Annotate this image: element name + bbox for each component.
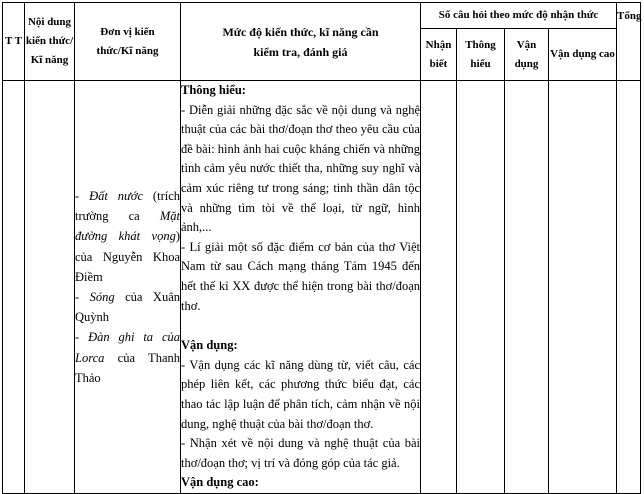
total-cell [617, 81, 641, 494]
description-item: - Vận dụng các kĩ năng dùng từ, viết câu, các phép liên kết, các phương thức biểu đạt, các thao tác lập luận để phân tích, cảm nhận về nội dung, nghệ thuật của bài thơ/đoạn thơ. [181, 357, 420, 431]
level-comprehension-header: Thông hiểu [457, 29, 505, 81]
unit-item: - Đất nước (trích trường ca Mặt đường khát vọng) của Nguyễn Khoa Điềm [75, 188, 181, 284]
content-row [3, 81, 641, 494]
assessment-matrix-table [2, 2, 641, 494]
application-heading: Vận dụng: [181, 338, 238, 353]
level-description-header: Mức độ kiến thức, kĩ năng cần kiểm tra, đánh giá [181, 3, 421, 81]
topic-header: Nội dung kiến thức/ Kĩ năng [25, 3, 75, 81]
advanced-count-cell [549, 81, 617, 494]
recognition-count-cell [421, 81, 457, 494]
unit-header: Đơn vị kiến thức/Kĩ năng [75, 3, 181, 81]
total-header: Tổng [617, 3, 641, 81]
description-item: - Nhận xét về nội dung và nghệ thuật của bài thơ/đoạn thơ; vị trí và đóng góp của tác giả. [181, 436, 420, 470]
unit-item: - Đàn ghi ta của Lorca của Thanh Thảo [75, 330, 180, 385]
level-recognition-header: Nhận biết [421, 29, 457, 81]
advanced-heading: Vận dụng cao: [181, 475, 259, 490]
stt-cell [3, 81, 25, 494]
unit-title: Mặt đường khát vọng [75, 209, 180, 244]
unit-title: Đất nước [89, 188, 144, 203]
level-application-header: Vận dụng [505, 29, 549, 81]
comprehension-heading: Thông hiểu: [181, 83, 246, 97]
topic-cell [25, 81, 75, 494]
question-count-header: Số câu hỏi theo mức độ nhận thức [421, 3, 617, 29]
description-item: - Lí giải một số đặc điểm cơ bản của thơ Việt Nam từ sau Cách mạng tháng Tám 1945 đến hết thế kỉ XX được thể hiện trong bài thơ/đoạn thơ. [181, 239, 420, 313]
comprehension-count-cell [457, 81, 505, 494]
unit-title: Đàn ghi ta của Lorca [75, 330, 180, 365]
header-row [3, 3, 641, 29]
application-count-cell [505, 81, 549, 494]
level-advanced-header: Vận dụng cao [549, 29, 617, 81]
unit-item: - Sóng của Xuân Quỳnh [75, 289, 180, 325]
description-item: - Diễn giải những đặc sắc về nội dung và nghệ thuật của các bài thơ/đoạn thơ theo yêu cầu của đề bài: hình ảnh hai cuộc kháng chiến và những tình cảm yêu nước thiết tha, những suy nghĩ và cảm xúc riêng tư trong sáng; tinh thần dân tộc và những tìm tòi về thể loại, từ ngữ, hình ảnh,... [181, 102, 420, 235]
level-description-cell [181, 81, 421, 494]
unit-title: Sóng [89, 289, 115, 304]
stt-header: T T [3, 3, 25, 81]
unit-cell [75, 81, 181, 494]
